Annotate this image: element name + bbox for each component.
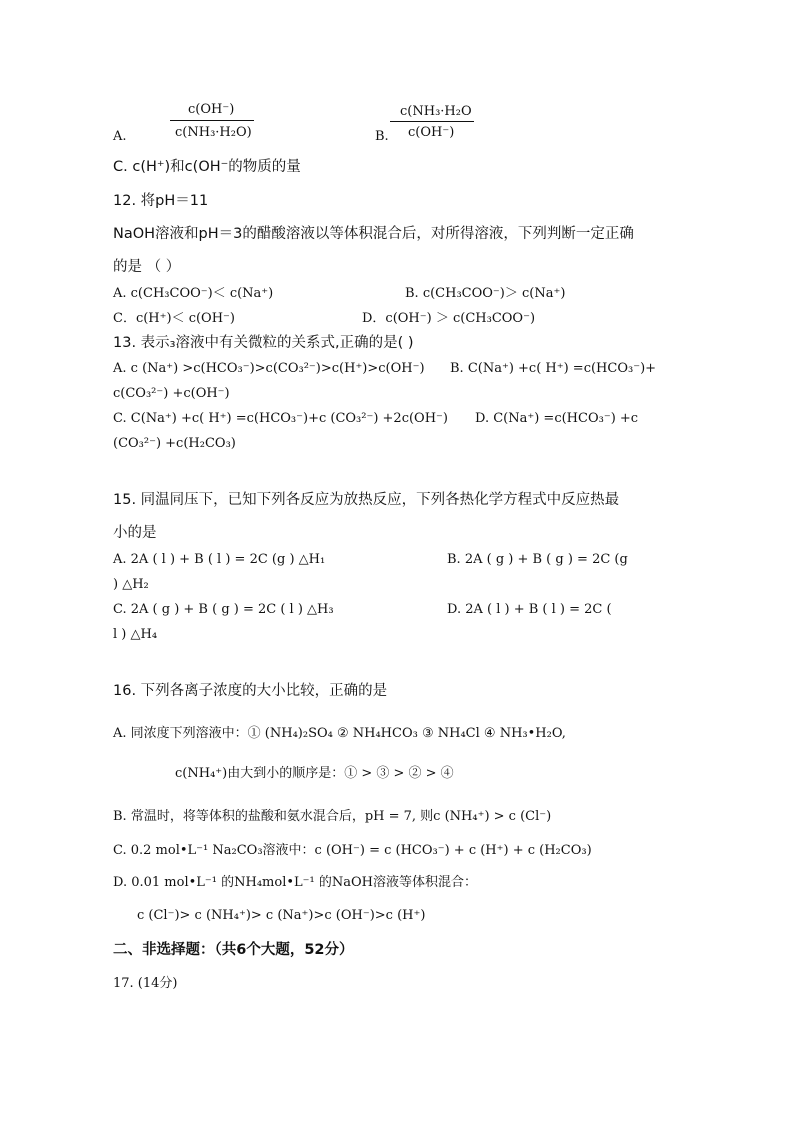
- q15-option-b: B. 2A ( g ) + B ( g ) = 2C (g: [447, 552, 628, 567]
- q16-title: 16. 下列各离子浓度的大小比较，正确的是: [113, 683, 388, 699]
- q16-option-b: B. 常温时，将等体积的盐酸和氨水混合后，pH = 7, 则c (NH₄⁺) > c (Cl⁻): [113, 809, 552, 824]
- q12-option-b: B. c(CH₃COO⁻)＞ c(Na⁺): [405, 286, 566, 301]
- q12-title-cont: NaOH溶液和pH＝3的醋酸溶液以等体积混合后，对所得溶液，下列判断一定正确: [113, 226, 634, 242]
- q17-title: 17. (14分): [113, 976, 178, 991]
- q12-option-c: C．c(H⁺)＜ c(OH⁻): [113, 311, 235, 326]
- q11-a-numerator: c(OH⁻): [188, 102, 235, 117]
- q11-b-denominator: c(OH⁻): [408, 125, 455, 140]
- q13-option-d-cont: (CO₃²⁻) +c(H₂CO₃): [113, 436, 236, 451]
- q13-title: 13. 表示₃溶液中有关微粒的关系式,正确的是( ): [113, 335, 414, 351]
- fraction-bar: [390, 121, 474, 122]
- q16-option-c: C. 0.2 mol•L⁻¹ Na₂CO₃溶液中：c (OH⁻) = c (HCO₃⁻) + c (H⁺) + c (H₂CO₃): [113, 843, 592, 858]
- q16-option-a: A. 同浓度下列溶液中：① (NH₄)₂SO₄ ② NH₄HCO₃ ③ NH₄Cl ④ NH₃•H₂O,: [113, 726, 566, 741]
- q11-a-label: A.: [113, 129, 127, 144]
- q16-option-a-order: c(NH₄⁺)由大到小的顺序是：① > ③ > ② > ④: [175, 766, 454, 781]
- q15-title: 15. 同温同压下，已知下列各反应为放热反应，下列各热化学方程式中反应热最: [113, 492, 620, 508]
- q15-option-d-cont: l ) △H₄: [113, 627, 158, 642]
- q13-option-b: B. C(Na⁺) +c( H⁺) =c(HCO₃⁻)+: [450, 361, 657, 376]
- q12-option-d: D．c(OH⁻) ＞ c(CH₃COO⁻): [362, 311, 536, 326]
- q13-option-c: C. C(Na⁺) +c( H⁺) =c(HCO₃⁻)+c (CO₃²⁻) +2c(OH⁻): [113, 411, 448, 426]
- q15-option-c: C. 2A ( g ) + B ( g ) = 2C ( l ) △H₃: [113, 602, 334, 617]
- q11-b-label: B.: [375, 129, 389, 144]
- section-heading: 二、非选择题：（共6个大题，52分）: [113, 942, 354, 958]
- q16-option-d-cont: c (Cl⁻)> c (NH₄⁺)> c (Na⁺)>c (OH⁻)>c (H⁺): [137, 908, 426, 923]
- q12-title-end: 的是 （ ）: [113, 259, 181, 275]
- q15-option-d: D. 2A ( l ) + B ( l ) = 2C (: [447, 602, 612, 617]
- q12-title: 12. 将pH＝11: [113, 193, 209, 209]
- q13-option-d: D. C(Na⁺) =c(HCO₃⁻) +c: [475, 411, 639, 426]
- fraction-bar: [170, 120, 254, 121]
- q12-option-a: A. c(CH₃COO⁻)＜ c(Na⁺): [113, 286, 274, 301]
- q13-option-b-cont: c(CO₃²⁻) +c(OH⁻): [113, 386, 230, 401]
- q11-b-numerator: c(NH₃·H₂O: [400, 104, 472, 119]
- q15-title-cont: 小的是: [113, 525, 157, 541]
- q13-option-a: A. c (Na⁺) >c(HCO₃⁻)>c(CO₃²⁻)>c(H⁺)>c(OH⁻): [113, 361, 425, 376]
- q11-option-c: C. c(H⁺)和c(OH⁻的物质的量: [113, 159, 301, 175]
- q16-option-d: D. 0.01 mol•L⁻¹ 的NH₄mol•L⁻¹ 的NaOH溶液等体积混合：: [113, 875, 477, 890]
- q15-option-b-cont: ) △H₂: [113, 577, 149, 592]
- q11-a-denominator: c(NH₃·H₂O): [175, 125, 252, 140]
- q15-option-a: A. 2A ( l ) + B ( l ) = 2C (g ) △H₁: [113, 552, 326, 567]
